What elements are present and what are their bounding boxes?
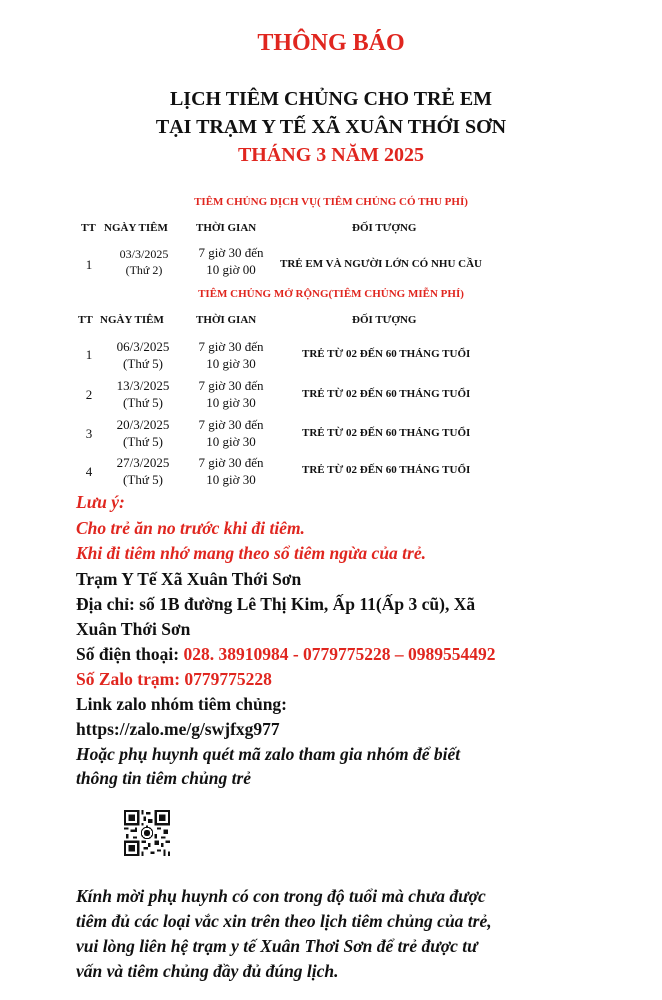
row-date: 27/3/2025	[116, 455, 170, 470]
service-section-title: TIÊM CHỦNG DỊCH VỤ( TIÊM CHỦNG CÓ THU PHÍ)	[194, 196, 468, 208]
col-header-tt: TT	[78, 314, 93, 326]
col-header-audience: ĐỐI TƯỢNG	[352, 222, 417, 234]
phone-label: Số điện thoại:	[76, 644, 184, 664]
row-time-end: 10 giờ 30	[206, 434, 256, 449]
zalo-number: Số Zalo trạm: 0779775228	[76, 669, 272, 689]
row-tt: 2	[85, 387, 93, 402]
page-title: THÔNG BÁO	[257, 30, 405, 56]
row-audience: TRẺ TỪ 02 ĐẾN 60 THÁNG TUỔI	[302, 388, 471, 400]
row-day: (Thứ 5)	[123, 356, 163, 371]
row-time-end: 10 giờ 00	[206, 262, 256, 277]
closing-line: tiêm đủ các loại vắc xin trên theo lịch tiêm chủng của trẻ,	[76, 911, 492, 931]
phone-value: 028. 38910984 - 0779775228 – 0989554492	[183, 644, 496, 664]
col-header-tt: TT	[81, 222, 96, 234]
note-line: Cho trẻ ăn no trước khi đi tiêm.	[76, 518, 305, 538]
col-header-date: NGÀY TIÊM	[104, 222, 168, 234]
scan-instruction: Hoặc phụ huynh quét mã zalo tham gia nhóm để biết	[76, 744, 461, 764]
row-tt: 3	[85, 426, 93, 441]
zalo-group-link[interactable]: https://zalo.me/g/swjfxg977	[76, 719, 280, 739]
row-time-start: 7 giờ 30 đến	[198, 378, 264, 393]
closing-line: vấn và tiêm chủng đầy đủ đúng lịch.	[76, 961, 339, 981]
station-name: Trạm Y Tế Xã Xuân Thới Sơn	[76, 569, 302, 589]
phone-line	[76, 644, 496, 665]
schedule-heading-line2: TẠI TRẠM Y TẾ XÃ XUÂN THỚI SƠN	[155, 116, 507, 138]
schedule-heading-line1: LỊCH TIÊM CHỦNG CHO TRẺ EM	[169, 88, 493, 110]
zalo-group-label: Link zalo nhóm tiêm chủng:	[76, 694, 287, 714]
row-audience: TRẺ TỪ 02 ĐẾN 60 THÁNG TUỔI	[302, 348, 471, 360]
row-time-start: 7 giờ 30 đến	[198, 245, 264, 260]
col-header-audience: ĐỐI TƯỢNG	[352, 314, 417, 326]
closing-line: Kính mời phụ huynh có con trong độ tuổi mà chưa được	[76, 886, 486, 906]
qr-code-icon[interactable]	[124, 810, 170, 856]
row-tt: 1	[85, 257, 93, 272]
row-time-start: 7 giờ 30 đến	[198, 417, 264, 432]
row-audience: TRẺ EM VÀ NGƯỜI LỚN CÓ NHU CẦU	[280, 258, 482, 270]
note-line: Khi đi tiêm nhớ mang theo sổ tiêm ngừa của trẻ.	[76, 543, 426, 563]
extended-section-title: TIÊM CHỦNG MỞ RỘNG(TIÊM CHỦNG MIỄN PHÍ)	[198, 288, 464, 300]
row-date: 03/3/2025	[119, 247, 169, 261]
row-time-start: 7 giờ 30 đến	[198, 455, 264, 470]
row-time-end: 10 giờ 30	[206, 472, 256, 487]
row-date: 20/3/2025	[116, 417, 170, 432]
col-header-time: THỜI GIAN	[196, 222, 257, 234]
row-date: 13/3/2025	[116, 378, 170, 393]
schedule-month: THÁNG 3 NĂM 2025	[237, 144, 425, 166]
row-time-end: 10 giờ 30	[206, 356, 256, 371]
row-tt: 1	[85, 347, 93, 362]
col-header-date: NGÀY TIÊM	[100, 314, 164, 326]
col-header-time: THỜI GIAN	[196, 314, 257, 326]
row-tt: 4	[85, 464, 93, 479]
row-day: (Thứ 5)	[123, 395, 163, 410]
address-line: Địa chỉ: số 1B đường Lê Thị Kim, Ấp 11(Ấp 3 cũ), Xã	[76, 594, 476, 614]
address-line: Xuân Thới Sơn	[76, 619, 191, 639]
row-date: 06/3/2025	[116, 339, 170, 354]
notes-label: Lưu ý:	[76, 492, 125, 512]
row-day: (Thứ 5)	[123, 472, 163, 487]
row-day: (Thứ 5)	[123, 434, 163, 449]
row-day: (Thứ 2)	[125, 263, 163, 277]
closing-line: vui lòng liên hệ trạm y tế Xuân Thơi Sơn để trẻ được tư	[76, 936, 478, 956]
scan-instruction: thông tin tiêm chủng trẻ	[76, 768, 252, 788]
row-audience: TRẺ TỪ 02 ĐẾN 60 THÁNG TUỔI	[302, 427, 471, 439]
row-audience: TRẺ TỪ 02 ĐẾN 60 THÁNG TUỔI	[302, 464, 471, 476]
row-time-start: 7 giờ 30 đến	[198, 339, 264, 354]
row-time-end: 10 giờ 30	[206, 395, 256, 410]
